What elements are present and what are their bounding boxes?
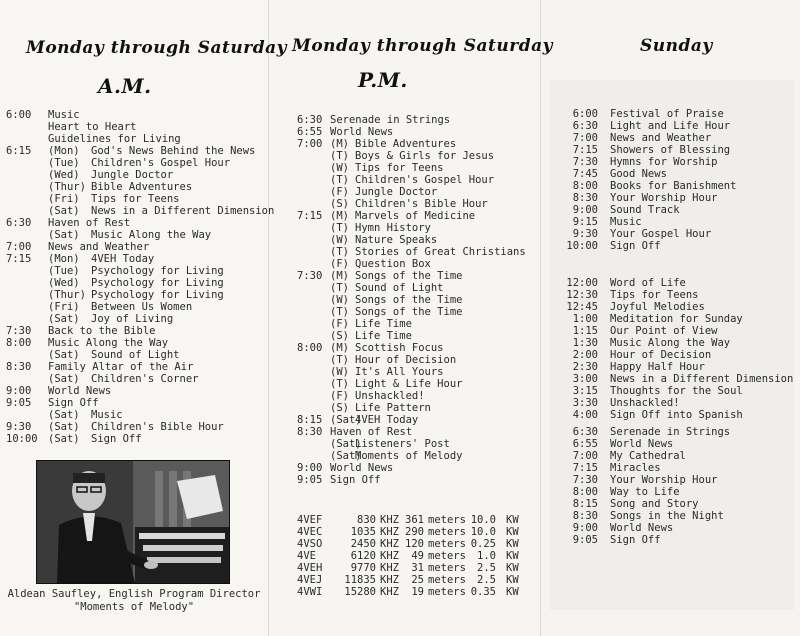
station-wavelength: 25 <box>411 574 424 586</box>
schedule-day: (M) <box>330 270 349 282</box>
schedule-day: (Mon) <box>48 145 80 157</box>
station-frequency: 15280 <box>344 586 376 598</box>
schedule-program: Children's Bible Hour <box>355 198 488 210</box>
schedule-program: Life Pattern <box>355 402 431 414</box>
schedule-program: Songs of the Time <box>355 270 463 282</box>
schedule-day: (Wed) <box>48 169 80 181</box>
schedule-day: (Mon) <box>48 253 80 265</box>
schedule-program: My Cathedral <box>610 450 686 462</box>
schedule-program: Between Us Women <box>91 301 193 313</box>
schedule-program: Joyful Melodies <box>610 301 705 313</box>
schedule-time: 8:30 <box>572 510 598 522</box>
schedule-program: Music <box>48 109 80 121</box>
schedule-program: Heart to Heart <box>48 121 137 133</box>
station-frequency: 830 <box>357 514 376 526</box>
schedule-program: Songs of the Time <box>355 294 463 306</box>
schedule-time: 8:00 <box>297 342 323 354</box>
schedule-program: Your Worship Hour <box>610 192 718 204</box>
schedule-time: 7:00 <box>6 241 32 253</box>
schedule-day: (Sat) <box>48 349 80 361</box>
schedule-program: Sign Off <box>91 433 142 445</box>
schedule-time: 7:30 <box>297 270 323 282</box>
schedule-day: (Sat) <box>330 438 362 450</box>
station-wavelength: 120 <box>405 538 424 550</box>
schedule-program: Listeners' Post <box>355 438 450 450</box>
schedule-time: 9:05 <box>297 474 323 486</box>
station-frequency-unit: KHZ <box>380 526 399 538</box>
schedule-day: (Sat) <box>330 450 362 462</box>
station-power-unit: KW <box>506 538 519 550</box>
schedule-time: 8:30 <box>297 426 323 438</box>
schedule-program: Your Gospel Hour <box>610 228 712 240</box>
schedule-day: (Sat) <box>48 409 80 421</box>
station-wavelength-unit: meters <box>428 574 466 586</box>
schedule-program: Light & Life Hour <box>355 378 463 390</box>
schedule-time: 7:15 <box>572 462 598 474</box>
director-photo <box>36 460 230 584</box>
schedule-time: 7:30 <box>572 156 598 168</box>
station-frequency: 11835 <box>344 574 376 586</box>
schedule-program: Unshackled! <box>355 390 425 402</box>
schedule-day: (Sat) <box>48 421 80 433</box>
schedule-program: Back to the Bible <box>48 325 156 337</box>
schedule-time: 1:15 <box>572 325 598 337</box>
schedule-program: Showers of Blessing <box>610 144 731 156</box>
station-frequency-unit: KHZ <box>380 538 399 550</box>
schedule-program: Sign Off <box>610 240 661 252</box>
photo-caption-name: Aldean Saufley, English Program Director <box>7 588 261 600</box>
schedule-time: 12:45 <box>566 301 598 313</box>
schedule-program: Hymn History <box>355 222 431 234</box>
schedule-program: Happy Half Hour <box>610 361 705 373</box>
station-wavelength: 361 <box>405 514 424 526</box>
schedule-program: News in a Different Dimension <box>610 373 794 385</box>
schedule-day: (Wed) <box>48 277 80 289</box>
schedule-time: 12:00 <box>566 277 598 289</box>
schedule-day: (Sat) <box>330 414 362 426</box>
schedule-program: Bible Adventures <box>355 138 457 150</box>
schedule-day: (Tue) <box>48 157 80 169</box>
schedule-program: Haven of Rest <box>48 217 131 229</box>
schedule-day: (F) <box>330 390 349 402</box>
schedule-day: (Sat) <box>48 205 80 217</box>
schedule-day: (M) <box>330 210 349 222</box>
station-callsign: 4VWI <box>297 586 323 598</box>
schedule-program: Song and Story <box>610 498 699 510</box>
schedule-program: Good News <box>610 168 667 180</box>
station-frequency: 6120 <box>350 550 376 562</box>
schedule-program: It's All Yours <box>355 366 444 378</box>
pm-heading: Monday through Saturday <box>292 36 553 56</box>
schedule-time: 3:30 <box>572 397 598 409</box>
station-wavelength-unit: meters <box>428 526 466 538</box>
station-callsign: 4VEF <box>297 514 323 526</box>
schedule-time: 10:00 <box>6 433 38 445</box>
schedule-time: 8:30 <box>572 192 598 204</box>
schedule-time: 7:15 <box>297 210 323 222</box>
schedule-program: Music Along the Way <box>91 229 212 241</box>
station-wavelength: 290 <box>405 526 424 538</box>
schedule-time: 7:00 <box>572 450 598 462</box>
schedule-program: Guidelines for Living <box>48 133 181 145</box>
schedule-day: (T) <box>330 378 349 390</box>
schedule-time: 3:15 <box>572 385 598 397</box>
schedule-program: News in a Different Dimension <box>91 205 275 217</box>
station-power: 10.0 <box>470 514 496 526</box>
station-power-unit: KW <box>506 586 519 598</box>
schedule-program: Life Time <box>355 318 412 330</box>
schedule-program: Boys & Girls for Jesus <box>355 150 495 162</box>
station-frequency: 1035 <box>350 526 376 538</box>
schedule-time: 8:00 <box>6 337 32 349</box>
schedule-time: 1:30 <box>572 337 598 349</box>
schedule-program: Music <box>610 216 642 228</box>
schedule-time: 7:30 <box>6 325 32 337</box>
schedule-program: Family Altar of the Air <box>48 361 194 373</box>
schedule-program: Hymns for Worship <box>610 156 718 168</box>
schedule-day: (T) <box>330 282 349 294</box>
station-frequency-unit: KHZ <box>380 574 399 586</box>
schedule-program: Nature Speaks <box>355 234 438 246</box>
schedule-time: 7:15 <box>6 253 32 265</box>
station-power-unit: KW <box>506 514 519 526</box>
schedule-day: (Sat) <box>48 373 80 385</box>
schedule-time: 6:15 <box>6 145 32 157</box>
station-power: 2.5 <box>477 574 496 586</box>
schedule-program: Sound Track <box>610 204 680 216</box>
schedule-program: Jungle Doctor <box>91 169 174 181</box>
station-callsign: 4VEH <box>297 562 323 574</box>
station-wavelength: 31 <box>411 562 424 574</box>
schedule-program: Hour of Decision <box>355 354 457 366</box>
schedule-program: Music Along the Way <box>48 337 169 349</box>
schedule-day: (T) <box>330 174 349 186</box>
schedule-day: (M) <box>330 342 349 354</box>
schedule-day: (Sat) <box>48 313 80 325</box>
schedule-program: Bible Adventures <box>91 181 193 193</box>
station-frequency-unit: KHZ <box>380 550 399 562</box>
schedule-time: 10:00 <box>566 240 598 252</box>
station-wavelength: 49 <box>411 550 424 562</box>
station-frequency-unit: KHZ <box>380 562 399 574</box>
schedule-day: (S) <box>330 330 349 342</box>
schedule-program: 4VEH Today <box>91 253 155 265</box>
schedule-program: Our Point of View <box>610 325 718 337</box>
station-wavelength-unit: meters <box>428 550 466 562</box>
schedule-program: Hour of Decision <box>610 349 712 361</box>
schedule-time: 6:00 <box>6 109 32 121</box>
schedule-day: (Sat) <box>48 229 80 241</box>
schedule-program: Miracles <box>610 462 661 474</box>
schedule-time: 9:15 <box>572 216 598 228</box>
schedule-time: 9:30 <box>6 421 32 433</box>
schedule-time: 7:00 <box>297 138 323 150</box>
schedule-day: (W) <box>330 366 349 378</box>
schedule-day: (Fri) <box>48 301 80 313</box>
schedule-program: Sign Off <box>330 474 381 486</box>
schedule-time: 7:30 <box>572 474 598 486</box>
station-power-unit: KW <box>506 550 519 562</box>
schedule-program: World News <box>610 438 674 450</box>
schedule-program: Music <box>91 409 123 421</box>
schedule-time: 9:05 <box>6 397 32 409</box>
schedule-day: (F) <box>330 258 349 270</box>
schedule-program: Your Worship Hour <box>610 474 718 486</box>
station-power-unit: KW <box>506 562 519 574</box>
schedule-program: Songs of the Time <box>355 306 463 318</box>
schedule-program: Music Along the Way <box>610 337 731 349</box>
schedule-program: Festival of Praise <box>610 108 724 120</box>
station-wavelength: 19 <box>411 586 424 598</box>
station-power: 0.25 <box>470 538 496 550</box>
schedule-time: 12:30 <box>566 289 598 301</box>
station-frequency: 2450 <box>350 538 376 550</box>
schedule-time: 4:00 <box>572 409 598 421</box>
schedule-program: Way to Life <box>610 486 680 498</box>
station-frequency-unit: KHZ <box>380 514 399 526</box>
schedule-program: Tips for Teens <box>91 193 180 205</box>
schedule-time: 8:00 <box>572 180 598 192</box>
schedule-day: (Thur) <box>48 289 86 301</box>
station-power: 1.0 <box>477 550 496 562</box>
schedule-day: (W) <box>330 294 349 306</box>
schedule-program: World News <box>330 126 394 138</box>
station-callsign: 4VSO <box>297 538 323 550</box>
schedule-time: 6:00 <box>572 108 598 120</box>
schedule-time: 3:00 <box>572 373 598 385</box>
schedule-program: Word of Life <box>610 277 686 289</box>
schedule-program: Psychology for Living <box>91 265 224 277</box>
schedule-day: (F) <box>330 318 349 330</box>
schedule-program: Sign Off <box>48 397 99 409</box>
schedule-program: Moments of Melody <box>355 450 463 462</box>
schedule-time: 8:15 <box>572 498 598 510</box>
schedule-day: (M) <box>330 138 349 150</box>
station-callsign: 4VEJ <box>297 574 323 586</box>
station-power: 10.0 <box>470 526 496 538</box>
schedule-time: 9:00 <box>6 385 32 397</box>
schedule-day: (Fri) <box>48 193 80 205</box>
schedule-day: (T) <box>330 354 349 366</box>
schedule-day: (S) <box>330 402 349 414</box>
schedule-program: Haven of Rest <box>330 426 413 438</box>
station-power-unit: KW <box>506 526 519 538</box>
schedule-program: Serenade in Strings <box>330 114 451 126</box>
schedule-program: Question Box <box>355 258 431 270</box>
schedule-day: (T) <box>330 222 349 234</box>
station-wavelength-unit: meters <box>428 586 466 598</box>
schedule-program: Joy of Living <box>91 313 174 325</box>
station-wavelength-unit: meters <box>428 562 466 574</box>
station-frequency-unit: KHZ <box>380 586 399 598</box>
station-frequency: 9770 <box>350 562 376 574</box>
station-callsign: 4VE <box>297 550 316 562</box>
schedule-program: Tips for Teens <box>355 162 444 174</box>
schedule-time: 6:55 <box>572 438 598 450</box>
schedule-time: 7:45 <box>572 168 598 180</box>
station-power: 0.35 <box>470 586 496 598</box>
schedule-program: World News <box>610 522 674 534</box>
schedule-time: 6:30 <box>6 217 32 229</box>
schedule-program: Sign Off into Spanish <box>610 409 743 421</box>
schedule-program: News and Weather <box>610 132 712 144</box>
schedule-program: Marvels of Medicine <box>355 210 476 222</box>
schedule-day: (Sat) <box>48 433 80 445</box>
schedule-program: Sound of Light <box>355 282 444 294</box>
schedule-time: 6:30 <box>572 120 598 132</box>
schedule-program: Psychology for Living <box>91 289 224 301</box>
schedule-day: (T) <box>330 306 349 318</box>
station-power: 2.5 <box>477 562 496 574</box>
schedule-day: (S) <box>330 198 349 210</box>
am-subheading: A.M. <box>98 74 152 98</box>
station-wavelength-unit: meters <box>428 538 466 550</box>
station-power-unit: KW <box>506 574 519 586</box>
schedule-time: 9:05 <box>572 534 598 546</box>
schedule-program: World News <box>330 462 394 474</box>
am-heading: Monday through Saturday <box>26 38 287 58</box>
schedule-program: Sound of Light <box>91 349 180 361</box>
schedule-time: 6:30 <box>297 114 323 126</box>
schedule-program: Sign Off <box>610 534 661 546</box>
schedule-time: 6:30 <box>572 426 598 438</box>
schedule-day: (T) <box>330 246 349 258</box>
station-wavelength-unit: meters <box>428 514 466 526</box>
station-callsign: 4VEC <box>297 526 323 538</box>
schedule-program: Children's Corner <box>91 373 199 385</box>
sunday-heading: Sunday <box>640 36 713 56</box>
schedule-time: 2:30 <box>572 361 598 373</box>
schedule-time: 9:30 <box>572 228 598 240</box>
schedule-program: Life Time <box>355 330 412 342</box>
pm-subheading: P.M. <box>358 68 408 92</box>
schedule-time: 7:15 <box>572 144 598 156</box>
schedule-program: Children's Gospel Hour <box>91 157 231 169</box>
schedule-program: Meditation for Sunday <box>610 313 743 325</box>
schedule-program: World News <box>48 385 112 397</box>
schedule-program: Songs in the Night <box>610 510 724 522</box>
schedule-program: Psychology for Living <box>91 277 224 289</box>
schedule-program: 4VEH Today <box>355 414 419 426</box>
schedule-day: (W) <box>330 234 349 246</box>
schedule-program: Scottish Focus <box>355 342 444 354</box>
schedule-time: 8:30 <box>6 361 32 373</box>
photo-caption-program: "Moments of Melody" <box>73 601 195 613</box>
schedule-time: 1:00 <box>572 313 598 325</box>
organist-photo-image <box>37 461 229 583</box>
schedule-time: 9:00 <box>572 204 598 216</box>
schedule-program: God's News Behind the News <box>91 145 256 157</box>
schedule-time: 9:00 <box>572 522 598 534</box>
schedule-program: Children's Gospel Hour <box>355 174 495 186</box>
schedule-day: (Tue) <box>48 265 80 277</box>
schedule-program: Serenade in Strings <box>610 426 731 438</box>
schedule-program: Light and Life Hour <box>610 120 731 132</box>
schedule-program: Children's Bible Hour <box>91 421 224 433</box>
schedule-time: 2:00 <box>572 349 598 361</box>
schedule-program: Unshackled! <box>610 397 680 409</box>
schedule-program: Jungle Doctor <box>355 186 438 198</box>
schedule-program: Books for Banishment <box>610 180 737 192</box>
schedule-program: Stories of Great Christians <box>355 246 526 258</box>
schedule-program: Tips for Teens <box>610 289 699 301</box>
schedule-time: 8:00 <box>572 486 598 498</box>
schedule-day: (T) <box>330 150 349 162</box>
schedule-day: (Thur) <box>48 181 86 193</box>
schedule-time: 8:15 <box>297 414 323 426</box>
schedule-time: 7:00 <box>572 132 598 144</box>
schedule-time: 9:00 <box>297 462 323 474</box>
schedule-day: (W) <box>330 162 349 174</box>
schedule-time: 6:55 <box>297 126 323 138</box>
schedule-program: News and Weather <box>48 241 150 253</box>
schedule-program: Thoughts for the Soul <box>610 385 743 397</box>
schedule-day: (F) <box>330 186 349 198</box>
